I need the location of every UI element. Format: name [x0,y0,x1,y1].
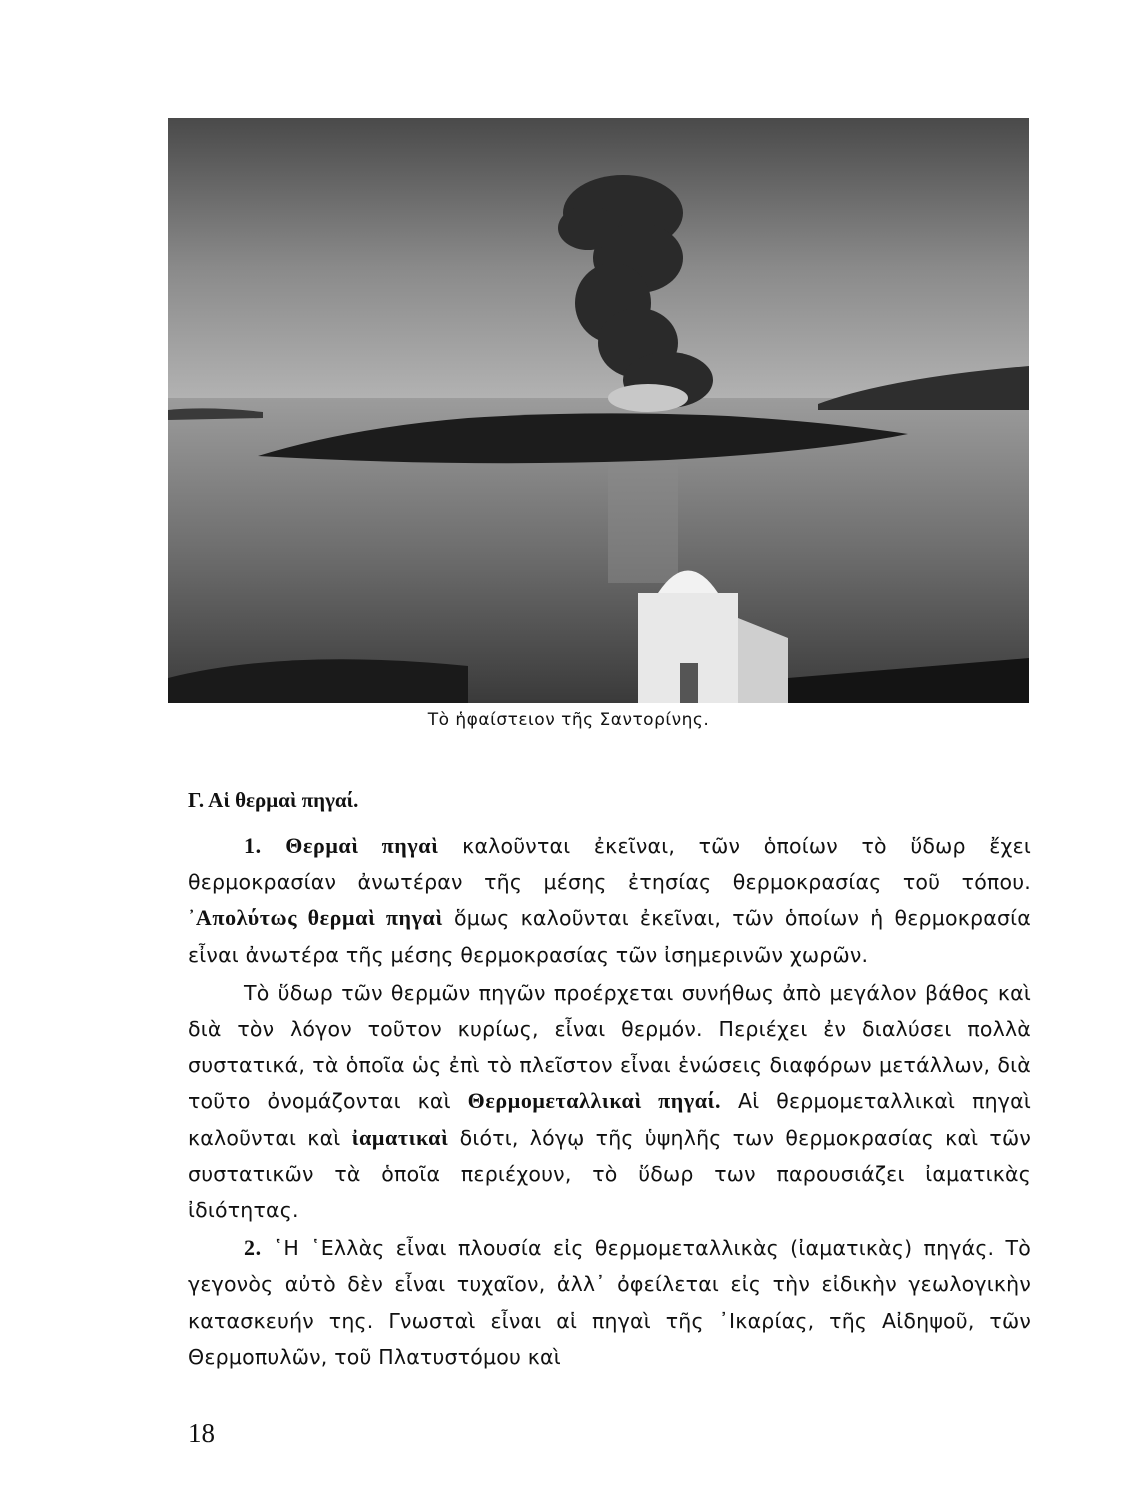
term-thermal-springs: Θερμαὶ πηγαὶ [285,833,439,858]
term-thermometallic-springs: Θερμομεταλλικαὶ πηγαί. [467,1088,722,1114]
paragraph-3 [188,1230,1031,1375]
paragraph-number: 1. [244,833,262,858]
paragraph-text: Τὸ ὕδωρ τῶν θερμῶν πηγῶν προέρχεται συνήθως ἀπὸ μεγάλον βάθος καὶ διὰ τὸν λόγον τοῦτον κυρίως, εἶναι θερμόν. Περιέχει ἐν διαλύσει πολλὰ συστατικά, τὰ ὁποῖα ὡς ἐπὶ τὸ πλεῖστον εἶναι ἑνώσεις διαφόρων μετάλλων, διὰ τοῦτο ὀνομάζονται καὶ [188,980,1031,1114]
paragraph-text: καλοῦνται ἐκεῖναι, τῶν ὁποίων τὸ ὕδωρ ἔχει θερμοκρασίαν ἀνωτέραν τῆς μέσης ἐτησίας θερμοκρασίας τοῦ τόπου. [188,834,1032,895]
photo-caption: Τὸ ἡφαίστειον τῆς Σαντορίνης. [427,710,710,730]
paragraph-number: 2. [244,1235,262,1261]
paragraph-text: ὅμως καλοῦνται ἐκεῖναι, τῶν ὁποίων ἡ θερμοκρασία εἶναι ἀνωτέρα τῆς μέσης θερμοκρασίας τῶν ἰσημερινῶν χωρῶν. [188,906,1031,967]
paragraph-text: Αἱ θερμομεταλλικαὶ πηγαὶ καλοῦνται καὶ [188,1089,1031,1150]
term-healing: ἰαματικαὶ [351,1124,449,1150]
paragraph-text: ῾Η ῾Ελλὰς εἶναι πλουσία εἰς θερμομεταλλικὰς (ἰαματικὰς) πηγάς. Τὸ γεγονὸς αὐτὸ δὲν εἶναι τυχαῖον, ἀλλ᾿ ὀφείλεται εἰς τὴν εἰδικὴν γεωλογικὴν κατασκευήν της. Γνωσταὶ εἶναι αἱ πηγαὶ τῆς ᾿Ικαρίας, τῆς Αἰδηψοῦ, τῶν Θερμοπυλῶν, τοῦ Πλατυστόμου καὶ [188,1236,1031,1369]
page-number: 18 [188,1418,215,1448]
body-text [188,828,1031,1375]
volcano-photo-illustration [168,118,1029,703]
section-heading: Γ. Αἱ θερμαὶ πηγαί. [188,788,359,812]
paragraph-text: διότι, λόγῳ τῆς ὑψηλῆς των θερμοκρασίας καὶ τῶν συστατικῶν τὰ ὁποῖα περιέχουν, τὸ ὕδωρ των παρουσιάζει ἰαματικὰς ἰδιότητας. [188,1125,1031,1223]
paragraph-2 [188,975,1031,1228]
paragraph-1 [188,828,1031,973]
volcano-photo [168,118,1029,703]
term-absolute-thermal-springs: ᾿Απολύτως θερμαὶ πηγαὶ [188,905,443,931]
